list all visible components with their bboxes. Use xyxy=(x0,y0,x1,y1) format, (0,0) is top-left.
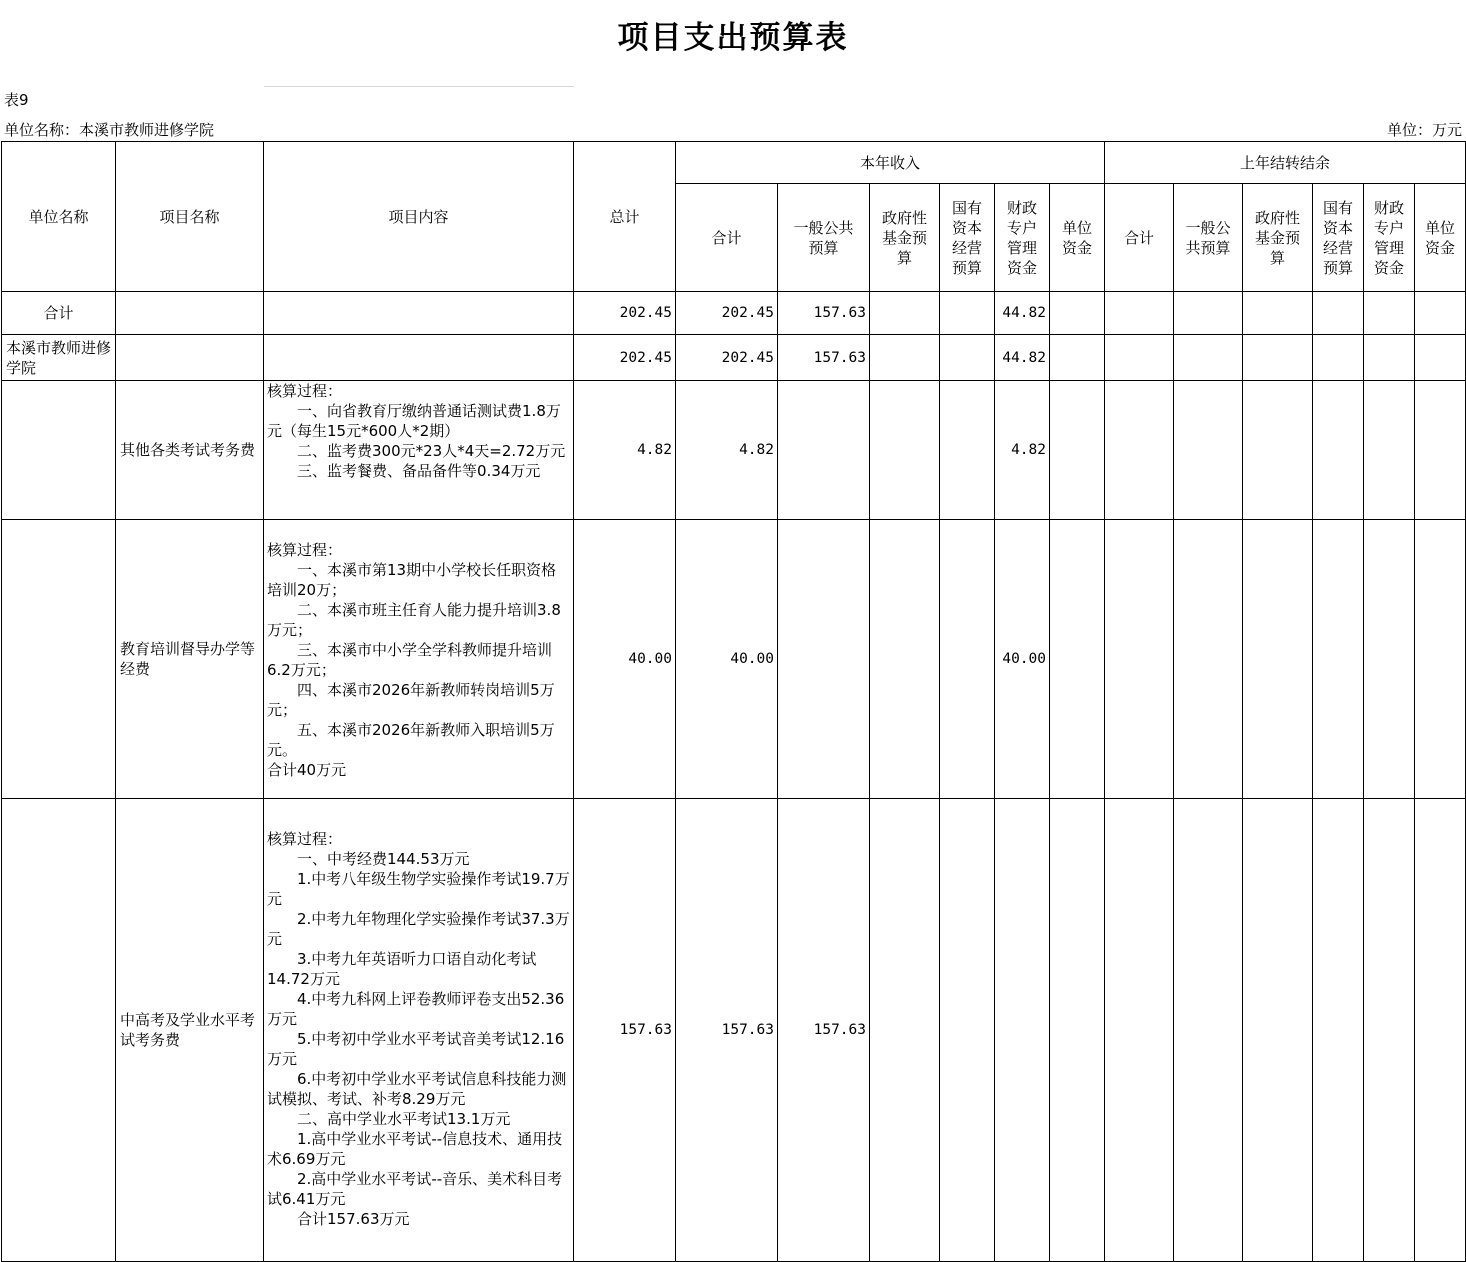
cell-empty xyxy=(870,799,940,1262)
cell-empty xyxy=(1313,292,1364,335)
content-line: 1.中考八年级生物学实验操作考试19.7万元 xyxy=(267,870,570,908)
total-label: 合计 xyxy=(2,292,116,335)
cell-empty xyxy=(2,381,116,520)
unit-row-cur-fiscal: 44.82 xyxy=(995,335,1050,381)
cell-empty xyxy=(1050,799,1105,1262)
header-prior-state-capital xyxy=(1313,184,1364,292)
project-1-total: 4.82 xyxy=(574,381,676,520)
project-2-cur-sum: 40.00 xyxy=(676,520,778,799)
cell-empty xyxy=(1174,292,1243,335)
cell-empty xyxy=(1243,292,1313,335)
content-line: 6.中考初中学业水平考试信息科技能力测试模拟、考试、补考8.29万元 xyxy=(267,1070,567,1108)
cell-empty xyxy=(940,381,995,520)
content-line: 二、本溪市班主任育人能力提升培训3.8万元； xyxy=(267,601,561,639)
header-prior-gov-fund xyxy=(1243,184,1313,292)
cell-empty xyxy=(1313,520,1364,799)
content-line: 四、本溪市2026年新教师转岗培训5万元； xyxy=(267,681,555,719)
content-line: 一、向省教育厅缴纳普通话测试费1.8万元（每生15元*600人*2期） xyxy=(267,402,561,440)
unit-row-cur-sum: 202.45 xyxy=(676,335,778,381)
cell-empty xyxy=(1105,520,1174,799)
project-1-cur-fiscal: 4.82 xyxy=(995,381,1050,520)
cell-empty xyxy=(1313,799,1364,1262)
header-cur-fiscal xyxy=(995,184,1050,292)
header-prior-fiscal xyxy=(1364,184,1415,292)
cell-empty xyxy=(1174,381,1243,520)
header-cur-gov-fund-text: 政府性基金预算 xyxy=(881,208,927,267)
content-line: 2.高中学业水平考试--音乐、美术科目考试6.41万元 xyxy=(267,1170,563,1208)
cell-empty xyxy=(1415,799,1466,1262)
header-prior-general xyxy=(1174,184,1243,292)
cell-empty xyxy=(1174,799,1243,1262)
content-line: 核算过程： xyxy=(267,382,343,400)
cell-empty xyxy=(1174,520,1243,799)
table-row-project-1 xyxy=(2,381,1466,520)
header-prior-year: 上年结转结余 xyxy=(1105,142,1466,184)
cell-empty xyxy=(1105,335,1174,381)
header-prior-state-capital-text: 国有资本经营预算 xyxy=(1322,198,1353,277)
content-line: 5.中考初中学业水平考试音美考试12.16万元 xyxy=(267,1030,565,1068)
table-row-project-3 xyxy=(2,799,1466,1262)
content-line: 合计157.63万元 xyxy=(267,1210,410,1228)
cell-empty xyxy=(870,335,940,381)
cell-empty xyxy=(995,799,1050,1262)
cell-empty xyxy=(1364,520,1415,799)
project-1-cur-sum: 4.82 xyxy=(676,381,778,520)
header-cur-state-capital-text: 国有资本经营预算 xyxy=(951,198,982,277)
content-line: 3.中考九年英语听力口语自动化考试14.72万元 xyxy=(267,950,537,988)
table-row-project-2 xyxy=(2,520,1466,799)
cell-empty xyxy=(870,520,940,799)
header-cur-general-text: 一般公共预算 xyxy=(793,218,854,257)
content-line: 三、本溪市中小学全学科教师提升培训6.2万元； xyxy=(267,641,553,679)
cell-empty xyxy=(1105,292,1174,335)
cell-empty xyxy=(1364,335,1415,381)
cell-empty xyxy=(940,799,995,1262)
total-total: 202.45 xyxy=(574,292,676,335)
cell-empty xyxy=(778,520,870,799)
header-cur-sum: 合计 xyxy=(676,184,778,292)
cell-empty xyxy=(1313,335,1364,381)
currency-unit-label: 单位：万元 xyxy=(1386,121,1462,139)
content-line: 二、监考费300元*23人*4天=2.72万元 xyxy=(267,442,566,460)
cell-empty xyxy=(1415,335,1466,381)
project-1-content xyxy=(264,381,574,520)
budget-table xyxy=(1,141,1466,1262)
content-line: 一、中考经费144.53万元 xyxy=(267,850,470,868)
decorative-rule xyxy=(264,86,574,87)
table-row-total xyxy=(2,292,1466,335)
content-line: 1.高中学业水平考试--信息技术、通用技术6.69万元 xyxy=(267,1130,563,1168)
content-line: 4.中考九科网上评卷教师评卷支出52.36万元 xyxy=(267,990,565,1028)
total-cur-fiscal: 44.82 xyxy=(995,292,1050,335)
table-row-unit xyxy=(2,335,1466,381)
cell-empty xyxy=(116,335,264,381)
unit-row-total: 202.45 xyxy=(574,335,676,381)
header-project-content: 项目内容 xyxy=(264,142,574,292)
unit-name-label: 单位名称：本溪市教师进修学院 xyxy=(4,121,215,139)
cell-empty xyxy=(940,520,995,799)
header-row-1 xyxy=(2,142,1466,184)
project-3-cur-general: 157.63 xyxy=(778,799,870,1262)
content-line: 五、本溪市2026年新教师入职培训5万元。 xyxy=(267,721,555,759)
cell-empty xyxy=(1050,381,1105,520)
project-3-name: 中高考及学业水平考试考务费 xyxy=(116,799,264,1262)
header-cur-state-capital xyxy=(940,184,995,292)
cell-empty xyxy=(940,292,995,335)
page-title: 项目支出预算表 xyxy=(617,20,849,56)
table-number: 表9 xyxy=(4,91,29,109)
unit-row-cur-general: 157.63 xyxy=(778,335,870,381)
cell-empty xyxy=(1364,799,1415,1262)
header-prior-gov-fund-text: 政府性基金预算 xyxy=(1254,208,1300,267)
cell-empty xyxy=(1050,292,1105,335)
project-2-total: 40.00 xyxy=(574,520,676,799)
cell-empty xyxy=(870,292,940,335)
cell-empty xyxy=(264,292,574,335)
cell-empty xyxy=(1415,292,1466,335)
header-total: 总计 xyxy=(574,142,676,292)
content-line: 合计40万元 xyxy=(267,761,347,779)
header-project-name: 项目名称 xyxy=(116,142,264,292)
cell-empty xyxy=(1313,381,1364,520)
project-3-cur-sum: 157.63 xyxy=(676,799,778,1262)
project-2-content xyxy=(264,520,574,799)
cell-empty xyxy=(778,381,870,520)
header-prior-fiscal-text: 财政专户管理资金 xyxy=(1373,198,1404,277)
cell-empty xyxy=(1364,381,1415,520)
cell-empty xyxy=(1243,520,1313,799)
cell-empty xyxy=(1243,799,1313,1262)
cell-empty xyxy=(1050,335,1105,381)
cell-empty xyxy=(1174,335,1243,381)
project-2-name: 教育培训督导办学等经费 xyxy=(116,520,264,799)
header-cur-gov-fund xyxy=(870,184,940,292)
project-3-total: 157.63 xyxy=(574,799,676,1262)
cell-empty xyxy=(940,335,995,381)
header-cur-unit-funds xyxy=(1050,184,1105,292)
content-line: 二、高中学业水平考试13.1万元 xyxy=(267,1110,511,1128)
total-cur-general: 157.63 xyxy=(778,292,870,335)
content-line: 一、本溪市第13期中小学校长任职资格培训20万； xyxy=(267,561,557,599)
cell-empty xyxy=(1243,381,1313,520)
header-cur-fiscal-text: 财政专户管理资金 xyxy=(1006,198,1037,277)
header-prior-general-text: 一般公共预算 xyxy=(1185,218,1231,257)
content-line: 核算过程： xyxy=(267,541,343,559)
cell-empty xyxy=(1415,520,1466,799)
project-2-cur-fiscal: 40.00 xyxy=(995,520,1050,799)
cell-empty xyxy=(1105,799,1174,1262)
cell-empty xyxy=(870,381,940,520)
header-unit-name: 单位名称 xyxy=(2,142,116,292)
cell-empty xyxy=(1050,520,1105,799)
cell-empty xyxy=(264,335,574,381)
cell-empty xyxy=(116,292,264,335)
cell-empty xyxy=(2,799,116,1262)
header-current-year: 本年收入 xyxy=(676,142,1105,184)
header-prior-unit-funds xyxy=(1415,184,1466,292)
content-line: 核算过程： xyxy=(267,830,343,848)
unit-row-name: 本溪市教师进修学院 xyxy=(2,335,116,381)
header-prior-sum: 合计 xyxy=(1105,184,1174,292)
header-prior-unit-funds-text: 单位资金 xyxy=(1424,218,1455,257)
cell-empty xyxy=(2,520,116,799)
cell-empty xyxy=(1415,381,1466,520)
project-3-content xyxy=(264,799,574,1262)
project-1-name: 其他各类考试考务费 xyxy=(116,381,264,520)
cell-empty xyxy=(1243,335,1313,381)
header-cur-unit-funds-text: 单位资金 xyxy=(1061,218,1092,257)
total-cur-sum: 202.45 xyxy=(676,292,778,335)
header-cur-general xyxy=(778,184,870,292)
cell-empty xyxy=(1364,292,1415,335)
content-line: 2.中考九年物理化学实验操作考试37.3万元 xyxy=(267,910,570,948)
cell-empty xyxy=(1105,381,1174,520)
content-line: 三、监考餐费、备品备件等0.34万元 xyxy=(267,462,541,480)
